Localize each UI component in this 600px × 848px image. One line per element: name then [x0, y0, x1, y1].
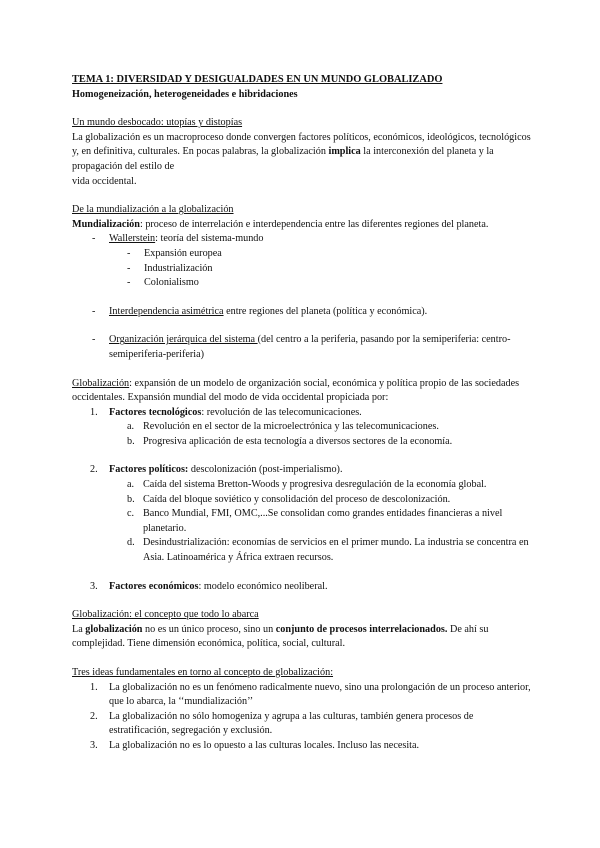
- list-letter: a.: [127, 479, 135, 491]
- definition-text: : proceso de interrelación e interdependencia entre las diferentes regiones del planeta.: [139, 218, 489, 230]
- underlined-term: Interdependencia asimétrica: [109, 305, 224, 317]
- definition-term: Globalización: [72, 377, 130, 389]
- list-letter: a.: [127, 421, 135, 433]
- paragraph-concepto: [72, 623, 532, 652]
- list-number: 2.: [90, 464, 98, 476]
- text-run: La: [72, 623, 86, 635]
- item-text: La globalización no es lo opuesto a las culturas locales. Incluso las necesita.: [109, 739, 420, 751]
- list-item: [72, 232, 532, 290]
- document-body: [72, 73, 532, 754]
- text-run: La globalización es un macroproceso donde convergen factores políticos, económicos, ideológicos, tecnológicos y, en definitiva, culturales. En pocas palabras, la globalización: [72, 131, 531, 158]
- text-run: la interconexión del planeta y la propagación del estilo de: [72, 146, 494, 172]
- paragraph-globalization-intro: [72, 131, 532, 175]
- section-heading-tres-ideas: Tres ideas fundamentales en torno al concepto de globalización:: [72, 667, 334, 678]
- idea-item: [72, 681, 532, 710]
- item-text: Revolución en el sector de la microelectrónica y las telecomunicaciones.: [143, 421, 439, 433]
- item-text: Desindustrialización: economías de servicios en el primer mundo. La industria se concentra en Asia. Latinoamérica y África extraen recursos.: [143, 537, 529, 564]
- sub-list-item: [72, 435, 532, 450]
- item-text: Caída del bloque soviético y consolidación del proceso de descolonización.: [143, 493, 451, 505]
- list-item: [72, 305, 532, 320]
- item-text: entre regiones del planeta (política y económica).: [223, 305, 428, 317]
- list-letter: b.: [127, 493, 135, 505]
- sub-list-item: - Colonialismo: [72, 276, 532, 291]
- underlined-term: Wallerstein: [109, 233, 156, 245]
- list-letter: d.: [127, 537, 135, 549]
- bold-run: implica: [328, 146, 361, 158]
- sub-list: [72, 420, 532, 449]
- list-number: 2.: [90, 710, 98, 722]
- section-heading-concepto: Globalización: el concepto que todo lo abarca: [72, 609, 259, 621]
- list-number: 1.: [90, 406, 98, 418]
- sub-list: [72, 478, 532, 566]
- mundializacion-list-2: [72, 305, 532, 320]
- sub-list: [72, 247, 532, 291]
- item-text: Banco Mundial, FMI, OMC,...Se consolidan como grandes entidades financieras a nivel planetario.: [143, 508, 503, 534]
- list-number: 3.: [90, 580, 98, 592]
- list-number: 1.: [90, 681, 98, 693]
- bold-run: conjunto de procesos interrelacionados.: [275, 623, 448, 635]
- page-subtitle: Homogeneización, heterogeneidades e hibridaciones: [72, 88, 298, 100]
- section-heading-mundializacion: De la mundialización a la globalización: [72, 204, 234, 216]
- factors-list-3: [72, 580, 532, 595]
- factor-label: Factores políticos:: [109, 464, 189, 476]
- mundializacion-list: [72, 232, 532, 290]
- item-text: Progresiva aplicación de esta tecnología a diversos sectores de la economía.: [143, 435, 453, 447]
- definition-term: Mundialización: [72, 218, 140, 230]
- underlined-term: Organización jerárquica del sistema: [109, 334, 258, 346]
- idea-item: [72, 739, 532, 754]
- factors-list: [72, 406, 532, 450]
- list-item: [72, 333, 532, 362]
- definition-text: : expansión de un modelo de organización social, económica y política propio de las sociedades occidentales. Expansión mundial del modo de vida occidental propiciada por:: [72, 377, 520, 404]
- list-number: 3.: [90, 739, 98, 751]
- definition-mundializacion: [72, 218, 532, 233]
- factor-text: descolonización (post-imperialismo).: [188, 464, 343, 476]
- item-text: Caída del sistema Bretton-Woods y progresiva desregulación de la economía global.: [143, 479, 487, 491]
- sub-list-item: [72, 536, 532, 565]
- item-text: La globalización no sólo homogeniza y agrupa a las culturas, también genera procesos de estratificación, segregación y exclusión.: [109, 710, 474, 737]
- factor-item-political: [72, 463, 532, 565]
- item-text: La globalización no es un fenómeno radicalmente nuevo, sino una prolongación de un proceso anterior, que lo abarca, la ‘‘mundialización’’: [109, 681, 531, 708]
- bold-run: globalización: [85, 623, 143, 635]
- idea-item: [72, 710, 532, 739]
- sub-list-item: [72, 420, 532, 435]
- sub-list-item: - Expansión europea: [72, 247, 532, 262]
- sub-list-item: [72, 493, 532, 508]
- factor-label: Factores tecnológicos: [109, 406, 202, 418]
- sub-list-item: [72, 478, 532, 493]
- ideas-list: [72, 681, 532, 754]
- factor-item-technological: [72, 406, 532, 450]
- list-letter: c.: [127, 508, 135, 520]
- text-run: no es un único proceso, sino un: [142, 623, 276, 635]
- factor-item-economic: [72, 580, 532, 595]
- sub-list-item: - Industrialización: [72, 262, 532, 277]
- list-letter: b.: [127, 435, 135, 447]
- definition-globalizacion: [72, 377, 532, 406]
- mundializacion-list-3: [72, 333, 532, 362]
- page-title: TEMA 1: DIVERSIDAD Y DESIGUALDADES EN UN MUNDO GLOBALIZADO: [72, 74, 443, 85]
- factors-list-2: [72, 463, 532, 565]
- item-text: (del centro a la periferia, pasando por la semiperiferia: centro-semiperiferia-periferia): [109, 334, 511, 360]
- factor-text: : modelo económico neoliberal.: [198, 580, 328, 592]
- sub-list-item: [72, 507, 532, 536]
- section-heading-utopias: Un mundo desbocado: utopías y distopías: [72, 117, 243, 129]
- item-text: : teoría del sistema-mundo: [155, 233, 264, 245]
- factor-label: Factores económicos: [109, 580, 199, 592]
- text-run: De ahí su complejidad. Tiene dimensión económica, política, social, cultural.: [72, 623, 489, 650]
- factor-text: : revolución de las telecomunicaciones.: [201, 406, 362, 418]
- paragraph-continuation: vida occidental.: [72, 175, 137, 187]
